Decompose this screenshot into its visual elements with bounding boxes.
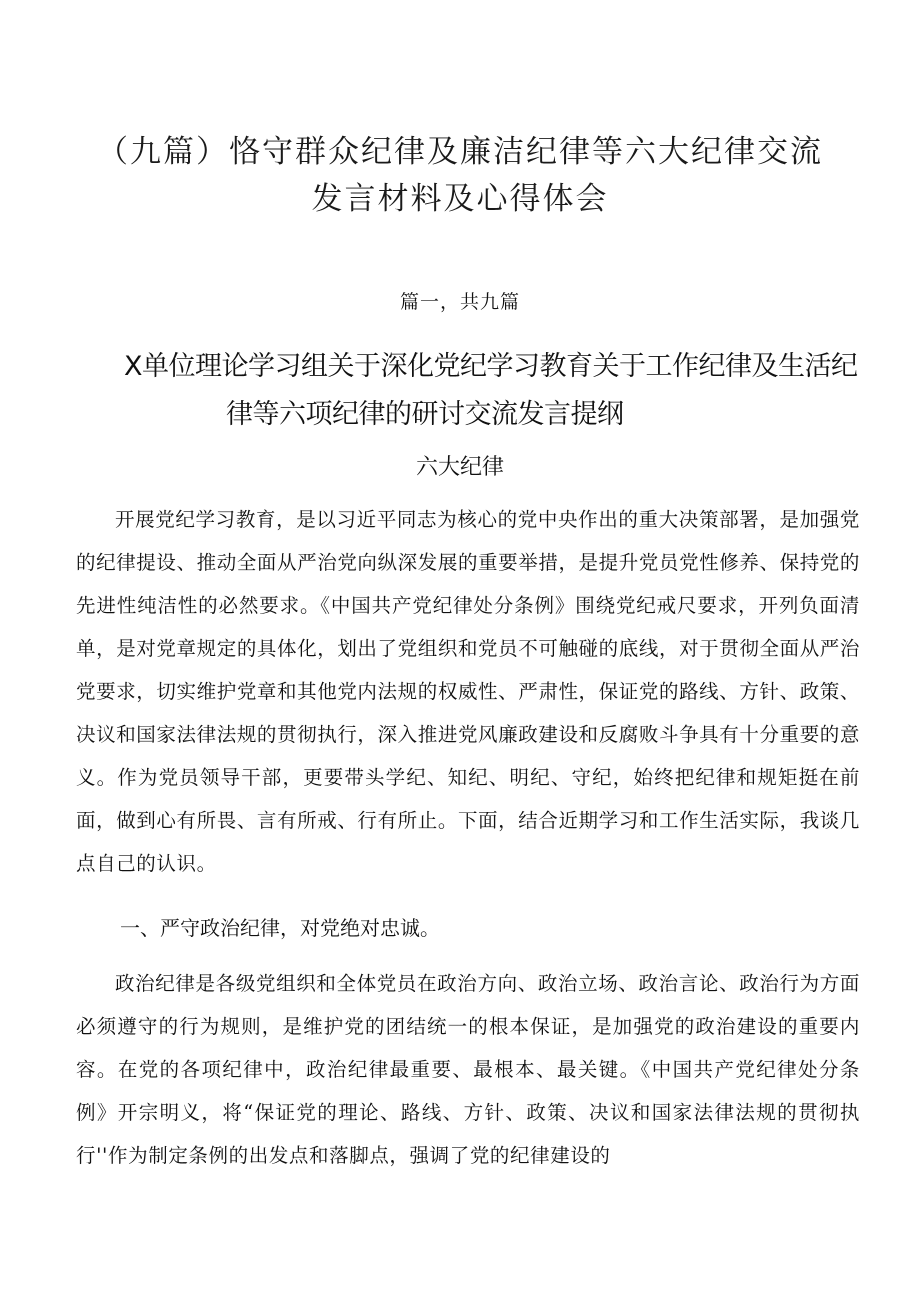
heading-level-1: 一、严守政治纪律，对党绝对忠诚。 (120, 916, 440, 940)
subtitle-line-2: 律等六项纪律的研讨交流发言提纲 (226, 399, 624, 430)
part-label: 篇一，共九篇 (399, 291, 520, 313)
document-title-line-2: 发言材料及心得体会 (311, 181, 609, 217)
body-paragraph-2: 政治纪律是各级党组织和全体党员在政治方向、政治立场、政治言论、政治行为方面必须遵守的行为规则，是维护党的团结统一的根本保证，是加强党的政治建设的重要内容。在党的各项纪律中，政治纪律最重要、最根本、最关键。《中国共产党纪律处分条例》开宗明义，将“保证党的理论、路线、方针、政策、决议和国家法律法规的贯彻执行''作为制定条例的出发点和落脚点，强调了党的纪律建设的 (76, 972, 860, 1167)
document-title-line-1: （九篇）恪守群众纪律及廉洁纪律等六大纪律交流 (97, 134, 823, 170)
section-heading: 六大纪律 (415, 455, 504, 480)
body-paragraph-1: 开展党纪学习教育，是以习近平同志为核心的党中央作出的重大决策部署，是加强党的纪律提设、推动全面从严治党向纵深发展的重要举措，是提升党员党性修养、保持党的先进性纯洁性的必然要求。《中国共产党纪律处分条例》围绕党纪戒尺要求，开列负面清单，是对党章规定的具体化，划出了党组织和党员不可触碰的底线，对于贯彻全面从严治党要求，切实维护党章和其他党内法规的权威性、严肃性，保证党的路线、方针、政策、决议和国家法律法规的贯彻执行，深入推进党风廉政建设和反腐败斗争具有十分重要的意义。作为党员领导干部，更要带头学纪、知纪、明纪、守纪，始终把纪律和规矩挺在前面，做到心有所畏、言有所戒、行有所止。下面，结合近期学习和工作生活实际，我谈几点自己的认识。 (76, 508, 860, 875)
subtitle-line-1: X单位理论学习组关于深化党纪学习教育关于工作纪律及生活纪 (124, 351, 858, 382)
